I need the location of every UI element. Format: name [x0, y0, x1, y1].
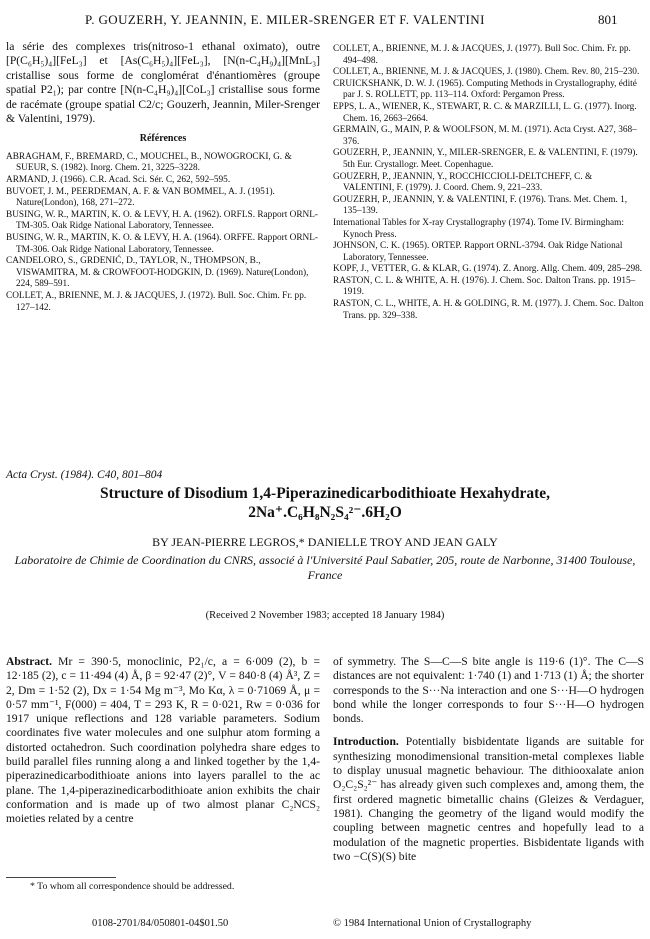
abstract-text: Mr = 390·5, monoclinic, P2₁/c, a = 6·009 (2), b = 12·185 (2), c = 11·494 (4) Å, β = 92·47 (2)°, V = 840·8 (4) Å³, Z = 2, Dm = 1·52 (2), Dx = 1·54 Mg m⁻³, Mo Kα, λ = 0·71069 Å, μ = 0·57 mm⁻¹, F(000) = 404, T = 293 K, R = 0·021, Rw = 0·036 for 1917 unique reflections and 128 variable parameters. Sodium coordinates five water molecules and one sulphur atom forming a distorted octahedron. Such coordination polyhedra share edges to build parallel files running along a and linked together by the 1,4-piperazinedicarbodithioate anions into layers parallel to the ac plane. The 1,4-piperazinedicarbodithioate anion exhibits the chair conformation and is made up of two almost planar C₂NCS₂ moieties related by a centre — [6, 655, 320, 826]
journal-reference: Acta Cryst. (1984). C40, 801–804 — [6, 469, 163, 481]
introduction-text: Potentially bisbidentate ligands are suitable for synthesizing monodimensional transition-metal complexes liable to display unusual magnetic behaviour. The dithiooxalate anion O₂C₂S₂²⁻ has already given such complexes and, among them, the first ordered magnetic bimetallic chains (Gleizes & Verdaguer, 1981). Changing the geometry of the ligand would modify the coupling between magnetic centres and hopefully lead to a modulation of the magnetic properties. Bisbidentate ligands with two −C(S)(S) bite — [333, 735, 644, 863]
reference-item: GOUZERH, P., JEANNIN, Y., MILER-SRENGER, E. & VALENTINI, F. (1979). 5th Eur. Crystallogr. Meet. Copenhague. — [333, 148, 638, 170]
reference-item: JOHNSON, C. K. (1965). ORTEP. Rapport ORNL-3794. Oak Ridge National Laboratory, Tennessee. — [333, 241, 623, 263]
reference-item: COLLET, A., BRIENNE, M. J. & JACQUES, J. (1972). Bull. Soc. Chim. Fr. pp. 127–142. — [6, 290, 307, 313]
references-heading: Références — [139, 133, 187, 145]
reference-item: RASTON, C. L., WHITE, A. H. & GOLDING, R. M. (1977). J. Chem. Soc. Dalton Trans. pp. 329–338. — [333, 299, 644, 321]
reference-item: BUSING, W. R., MARTIN, K. O. & LEVY, H. A. (1964). ORFFE. Rapport ORNL-TM-306. Oak Ridge National Laboratory, Tennessee. — [6, 233, 319, 255]
reference-item: RASTON, C. L. & WHITE, A. H. (1976). J. Chem. Soc. Dalton Trans. pp. 1915–1919. — [333, 275, 636, 298]
abstract — [6, 655, 320, 827]
page-number: 801 — [598, 12, 618, 27]
reference-item: BUVOET, J. M., PEERDEMAN, A. F. & VAN BOMMEL, A. J. (1951). Nature(London), 168, 271–272. — [6, 186, 275, 209]
running-title: P. GOUZERH, Y. JEANNIN, E. MILER-SRENGER ET F. VALENTINI — [85, 12, 485, 27]
article-title-line1: Structure of Disodium 1,4-Piperazinedicarbodithioate Hexahydrate, — [99, 485, 551, 502]
copyright-line: © 1984 International Union of Crystallography — [333, 918, 532, 929]
reference-item: GERMAIN, G., MAIN, P. & WOOLFSON, M. M. (1971). Acta Cryst. A27, 368–376. — [333, 125, 637, 147]
author-list: BY JEAN-PIERRE LEGROS,* DANIELLE TROY AND JEAN GALY — [152, 535, 498, 549]
reference-item: GOUZERH, P., JEANNIN, Y., ROCCHICCIOLI-DELTCHEFF, C. & VALENTINI, F. (1979). J. Coord. Chem. 9, 221–233. — [333, 171, 593, 194]
right-lower-column — [333, 655, 644, 864]
article-title — [20, 484, 630, 522]
reference-item: GOUZERH, P., JEANNIN, Y. & VALENTINI, F. (1976). Trans. Met. Chem. 1, 135–139. — [333, 194, 628, 217]
reference-item: ARMAND, J. (1966). C.R. Acad. Sci. Sér. C, 262, 592–595. — [6, 175, 231, 186]
footnote-rule — [6, 877, 116, 878]
abstract-label: Abstract. — [6, 655, 53, 668]
left-top-column — [6, 40, 320, 314]
introduction-paragraph — [333, 735, 644, 864]
footnote: * To whom all correspondence should be addressed. — [30, 881, 235, 892]
reference-item: BUSING, W. R., MARTIN, K. O. & LEVY, H. A. (1962). ORFLS. Rapport ORNL-TM-305. Oak Ridge National Laboratory, Tennessee. — [6, 209, 319, 232]
received-dates: (Received 2 November 1983; accepted 18 January 1984) — [205, 610, 445, 621]
abstract-continued: of symmetry. The S—C—S bite angle is 119·6 (1)°. The C—S distances are not equivalent: 1·740 (1) and 1·713 (1) Å; the shorter corresponds to the S···Na interaction and one S···H—O hydrogen bond while the longer corresponds to four S···H—O hydrogen bonds. — [333, 655, 644, 726]
running-header — [0, 8, 650, 32]
reference-list-right — [333, 44, 644, 322]
reference-item: KOPF, J., VETTER, G. & KLAR, G. (1974). Z. Anorg. Allg. Chem. 409, 285–298. — [333, 264, 643, 275]
article-title-line2: 2Na⁺.C₆H₈N₂S₄²⁻.6H₂O — [248, 504, 402, 521]
reference-item: EPPS, L. A., WIENER, K., STEWART, R. C. & MARZILLI, L. G. (1977). Inorg. Chem. 16, 2663–2664. — [333, 101, 637, 124]
right-top-column — [333, 44, 644, 322]
issn-line: 0108-2701/84/050801-04$01.50 — [92, 918, 229, 929]
french-paragraph: la série des complexes tris(nitroso-1 ethanal oximato), outre [P(C₆H₅)₄][FeL₃] et [As(C₆H₅)₄][FeL₃], [N(n-C₄H₉)₄][MnL₃] cristallise sous forme de conglomérat d'énantiomères (groupe spatial P2₁); par contre [N(n-C₄H₉)₄][CoL₃] cristallise sous forme de racémate (groupe spatial C2/c; Gouzerh, Jeannin, Miler-Srenger & Valentini, 1979). — [6, 40, 320, 126]
introduction-label: Introduction. — [333, 735, 399, 749]
reference-item: ABRAGHAM, F., BREMARD, C., MOUCHEL, B., NOWOGROCKI, G. & SUEUR, S. (1982). Inorg. Chem. 21, 3225–3228. — [6, 151, 292, 174]
affiliation: Laboratoire de Chimie de Coordination du CNRS, associé à l'Université Paul Sabatier, 205, route de Narbonne, 31400 Toulouse, France — [14, 553, 636, 582]
reference-item: COLLET, A., BRIENNE, M. J. & JACQUES, J. (1980). Chem. Rev. 80, 215–230. — [333, 67, 640, 78]
reference-item: International Tables for X-ray Crystallography (1974). Tome IV. Birmingham: Kynoch Press. — [333, 217, 624, 240]
reference-list-left — [6, 152, 320, 314]
reference-item: CANDELORO, S., GRDENIĆ, D., TAYLOR, N., THOMPSON, B., VISWAMITRA, M. & CROWFOOT-HODGKIN, D. (1969). Nature(London), 224, 589–591. — [6, 256, 309, 290]
reference-item: COLLET, A., BRIENNE, M. J. & JACQUES, J. (1977). Bull Soc. Chim. Fr. pp. 494–498. — [333, 44, 631, 66]
reference-item: CRUICKSHANK, D. W. J. (1965). Computing Methods in Crystallography, édité par J. S. ROLLETT, pp. 113–114. Oxford: Pergamon Press. — [333, 78, 637, 101]
